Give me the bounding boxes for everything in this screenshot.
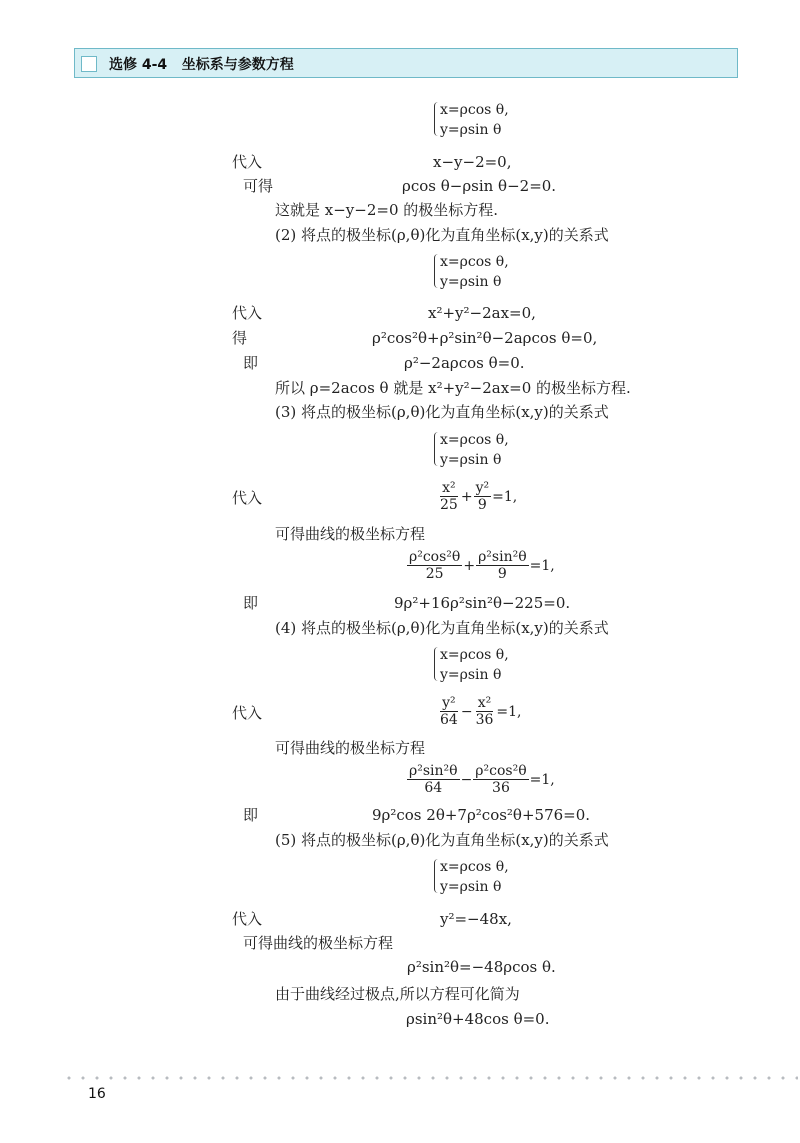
label-namely: 即 <box>243 806 259 824</box>
text-line: (2) 将点的极坐标(ρ,θ)化为直角坐标(x,y)的关系式 <box>275 226 609 244</box>
footer-dotted-rule <box>62 1076 798 1080</box>
system-line-x: x=ρcos θ, <box>440 432 509 448</box>
equation-system <box>440 857 509 897</box>
system-line-y: y=ρsin θ <box>440 452 502 468</box>
equation-line: x²+y²−2ax=0, <box>428 304 536 322</box>
text-line: 可得曲线的极坐标方程 <box>275 525 426 543</box>
label-substitute: 代入 <box>232 153 263 171</box>
equation-line: ρsin²θ+48cos θ=0. <box>406 1010 550 1028</box>
equation-system <box>440 645 509 685</box>
text-line: (5) 将点的极坐标(ρ,θ)化为直角坐标(x,y)的关系式 <box>275 831 609 849</box>
label-substitute: 代入 <box>232 304 263 322</box>
label-obtain: 可得 <box>243 177 274 195</box>
chapter-header-bar <box>74 48 738 78</box>
system-line-y: y=ρsin θ <box>440 122 502 138</box>
system-line-y: y=ρsin θ <box>440 667 502 683</box>
text-line: 由于曲线经过极点,所以方程可化简为 <box>275 985 520 1003</box>
brace-symbol <box>434 647 441 681</box>
text-line: (4) 将点的极坐标(ρ,θ)化为直角坐标(x,y)的关系式 <box>275 619 609 637</box>
label-get: 得 <box>232 329 248 347</box>
label-substitute: 代入 <box>232 489 263 507</box>
label-substitute: 代入 <box>232 910 263 928</box>
equation-line: ρcos θ−ρsin θ−2=0. <box>402 177 557 195</box>
equation-line: ρ²−2aρcos θ=0. <box>404 354 525 372</box>
equation-line: ρ²sin²θ=−48ρcos θ. <box>407 958 556 976</box>
brace-symbol <box>434 254 441 288</box>
system-line-x: x=ρcos θ, <box>440 647 509 663</box>
system-line-x: x=ρcos θ, <box>440 102 509 118</box>
fraction-equation: $\frac{\text{y²}}{64}$ − $\frac{\text{x²}}{36}$ =1, <box>440 695 522 728</box>
chapter-title: 选修 4-4 坐标系与参数方程 <box>109 57 294 73</box>
brace-symbol <box>434 102 441 136</box>
equation-system <box>440 252 509 292</box>
text-line: 所以 ρ=2acos θ 就是 x²+y²−2ax=0 的极坐标方程. <box>275 379 631 397</box>
system-line-y: y=ρsin θ <box>440 879 502 895</box>
equation-system <box>440 430 509 470</box>
text-line: (3) 将点的极坐标(ρ,θ)化为直角坐标(x,y)的关系式 <box>275 403 609 421</box>
brace-symbol <box>434 432 441 466</box>
equation-line: ρ²cos²θ+ρ²sin²θ−2aρcos θ=0, <box>372 329 598 347</box>
header-square-icon <box>81 56 97 72</box>
text-line: 可得曲线的极坐标方程 <box>275 739 426 757</box>
label-substitute: 代入 <box>232 704 263 722</box>
fraction-equation: $\frac{\text{ρ²sin²θ}}{64}$ − $\frac{\text{ρ²cos²θ}}{36}$ =1, <box>409 763 555 796</box>
system-line-x: x=ρcos θ, <box>440 254 509 270</box>
label-namely: 即 <box>243 594 259 612</box>
label-namely: 即 <box>243 354 259 372</box>
equation-line: 9ρ²cos 2θ+7ρ²cos²θ+576=0. <box>372 806 591 824</box>
brace-symbol <box>434 859 441 893</box>
page-number: 16 <box>88 1086 106 1102</box>
equation-line: y²=−48x, <box>440 910 512 928</box>
equation-line: 9ρ²+16ρ²sin²θ−225=0. <box>394 594 571 612</box>
equation-line: x−y−2=0, <box>433 153 512 171</box>
text-line: 这就是 x−y−2=0 的极坐标方程. <box>275 201 499 219</box>
text-line: 可得曲线的极坐标方程 <box>243 934 394 952</box>
system-line-y: y=ρsin θ <box>440 274 502 290</box>
equation-system <box>440 100 509 140</box>
system-line-x: x=ρcos θ, <box>440 859 509 875</box>
fraction-equation: $\frac{\text{x²}}{25}$ + $\frac{\text{y²}}{9}$ =1, <box>440 480 518 513</box>
fraction-equation: $\frac{\text{ρ²cos²θ}}{25}$ + $\frac{\text{ρ²sin²θ}}{9}$ =1, <box>409 549 555 582</box>
